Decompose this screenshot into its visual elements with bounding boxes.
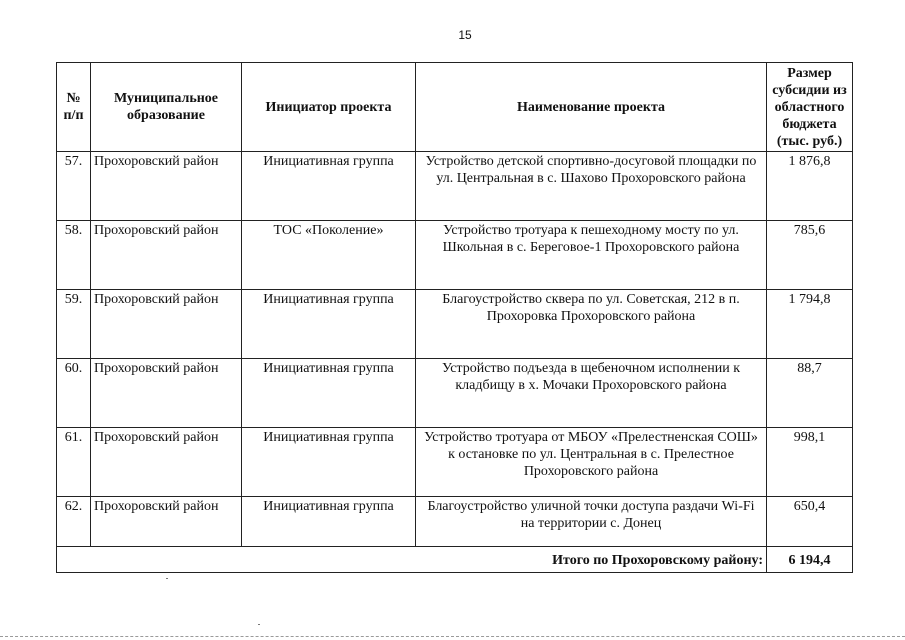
row-initiator: Инициативная группа [242, 428, 416, 497]
table-row [57, 221, 853, 290]
header-num: № п/п [57, 63, 91, 152]
row-project: Благоустройство уличной точки доступа раздачи Wi-Fi на территории с. Донец [416, 497, 767, 547]
row-initiator: Инициативная группа [242, 152, 416, 221]
row-municipality: Прохоровский район [91, 359, 242, 428]
row-municipality: Прохоровский район [91, 221, 242, 290]
header-project: Наименование проекта [416, 63, 767, 152]
row-num: 62. [57, 497, 91, 547]
row-municipality: Прохоровский район [91, 152, 242, 221]
row-initiator: Инициативная группа [242, 290, 416, 359]
row-municipality: Прохоровский район [91, 290, 242, 359]
row-project: Устройство тротуара от МБОУ «Прелестненская СОШ» к остановке по ул. Центральная в с. Прелестное Прохоровского района [416, 428, 767, 497]
row-num: 60. [57, 359, 91, 428]
row-amount: 785,6 [767, 221, 853, 290]
row-num: 58. [57, 221, 91, 290]
total-row [57, 547, 853, 573]
total-amount: 6 194,4 [767, 547, 853, 573]
row-project: Благоустройство сквера по ул. Советская, 212 в п. Прохоровка Прохоровского района [416, 290, 767, 359]
row-amount: 650,4 [767, 497, 853, 547]
row-initiator: Инициативная группа [242, 359, 416, 428]
row-municipality: Прохоровский район [91, 428, 242, 497]
header-municipality: Муниципальное образование [91, 63, 242, 152]
page-number: 15 [458, 28, 472, 42]
table-row [57, 428, 853, 497]
row-project: Устройство детской спортивно-досуговой площадки по ул. Центральная в с. Шахово Прохоровского района [416, 152, 767, 221]
row-amount: 88,7 [767, 359, 853, 428]
row-project: Устройство тротуара к пешеходному мосту по ул. Школьная в с. Береговое-1 Прохоровского района [416, 221, 767, 290]
row-amount: 1 794,8 [767, 290, 853, 359]
row-amount: 1 876,8 [767, 152, 853, 221]
row-initiator: Инициативная группа [242, 497, 416, 547]
row-initiator: ТОС «Поколение» [242, 221, 416, 290]
row-project: Устройство подъезда в щебеночном исполнении к кладбищу в х. Мочаки Прохоровского района [416, 359, 767, 428]
header-initiator: Инициатор проекта [242, 63, 416, 152]
scan-speck [166, 578, 168, 579]
table-row [57, 497, 853, 547]
scan-edge-line [0, 636, 905, 637]
table-row [57, 152, 853, 221]
row-municipality: Прохоровский район [91, 497, 242, 547]
row-num: 59. [57, 290, 91, 359]
row-num: 57. [57, 152, 91, 221]
total-label: Итого по Прохоровскому району: [57, 547, 767, 573]
row-num: 61. [57, 428, 91, 497]
row-amount: 998,1 [767, 428, 853, 497]
header-subsidy: Размер субсидии из областного бюджета (тыс. руб.) [767, 63, 853, 152]
table-row [57, 359, 853, 428]
table-row [57, 290, 853, 359]
subsidy-table [56, 62, 853, 573]
scan-speck [258, 624, 260, 625]
table-header-row [57, 63, 853, 152]
